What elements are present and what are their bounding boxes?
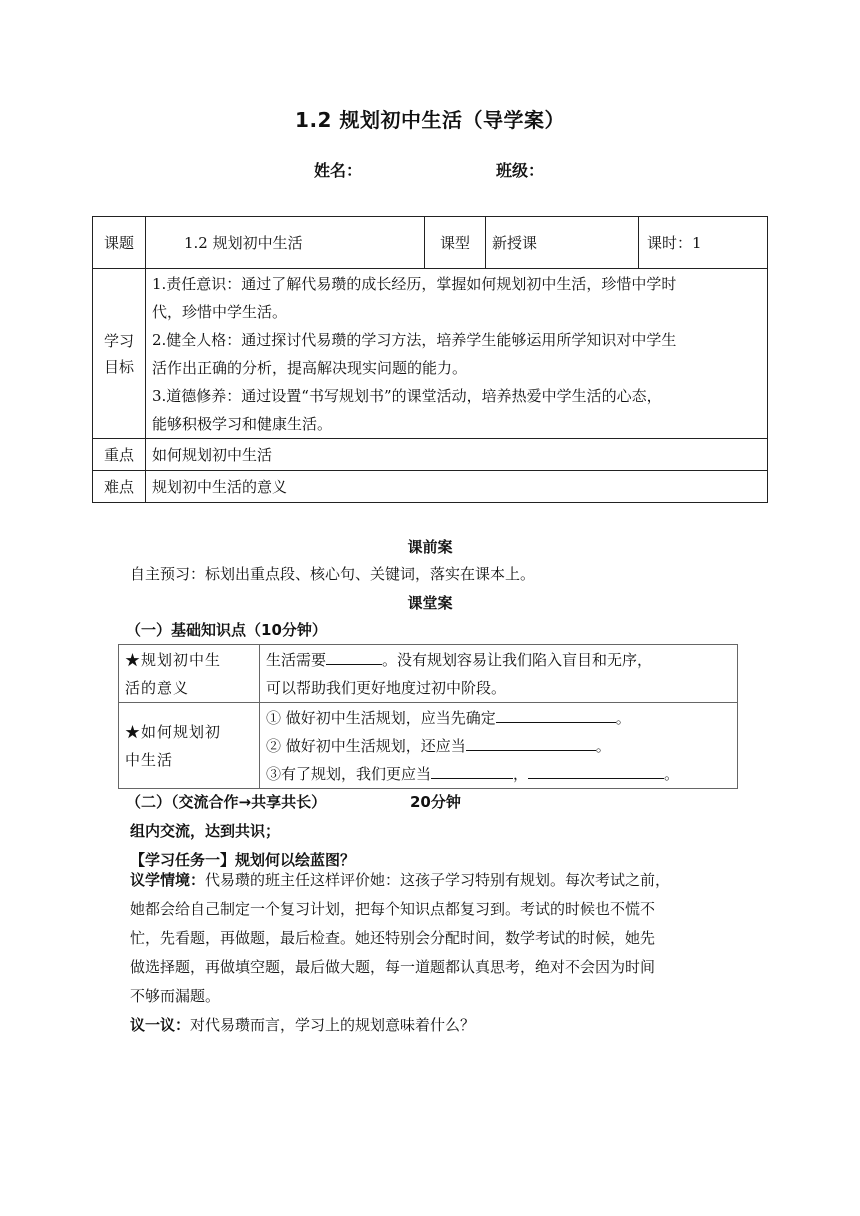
row1-content <box>260 645 738 703</box>
row2-text: ① 做好初中生活规划，应当先确定 <box>266 708 496 727</box>
goal-line: 1.责任意识：通过了解代易瓒的成长经历，掌握如何规划初中生活，珍惜中学时 <box>152 274 677 293</box>
goal-line: 2.健全人格：通过探讨代易瓒的学习方法，培养学生能够运用所学知识对中学生 <box>152 330 677 349</box>
pre-class-text: 自主预习：标划出重点段、核心句、关键词，落实在课本上。 <box>130 565 536 583</box>
fill-blank[interactable] <box>466 736 596 751</box>
period: 。 <box>664 764 680 783</box>
context-line: 做选择题，再做填空题，最后做大题，每一道题都认真思考，绝对不会因为时间 <box>130 958 656 976</box>
comma: ， <box>513 764 529 783</box>
period: 。 <box>615 708 631 727</box>
row2-label <box>119 703 260 789</box>
knowledge-table <box>118 644 738 789</box>
row2-content <box>260 703 738 789</box>
difficulty-row <box>93 471 768 503</box>
hours-value: 课时：1 <box>639 217 768 269</box>
part1-heading: （一）基础知识点（10分钟） <box>126 621 327 639</box>
goals-label <box>93 269 146 439</box>
context-line: 不够而漏题。 <box>130 987 221 1005</box>
type-value: 新授课 <box>486 217 639 269</box>
group-text: 组内交流，达到共识； <box>130 822 281 840</box>
row2-text: ③有了规划，我们更应当 <box>266 764 432 783</box>
goal-line: 活作出正确的分析，提高解决现实问题的能力。 <box>152 358 468 377</box>
part2-heading: （二）（交流合作→共享共长） <box>126 793 327 811</box>
goal-line: 能够积极学习和健康生活。 <box>152 414 333 433</box>
fill-blank[interactable] <box>528 764 664 779</box>
context-paragraph <box>130 866 740 1040</box>
part2-time: 20分钟 <box>410 793 461 811</box>
topic-row <box>93 217 768 269</box>
key-point-label: 重点 <box>93 439 146 471</box>
in-class-heading: 课堂案 <box>407 594 453 612</box>
row2-text: ② 做好初中生活规划，还应当 <box>266 736 466 755</box>
row1-text: 生活需要 <box>266 650 327 669</box>
topic-label: 课题 <box>93 217 146 269</box>
goals-label-line: 学习 <box>103 331 134 350</box>
type-label: 课型 <box>425 217 486 269</box>
difficulty-label: 难点 <box>93 471 146 503</box>
context-line: 她都会给自己制定一个复习计划，把每个知识点都复习到。考试的时候也不慌不 <box>130 900 656 918</box>
class-label: 班级： <box>496 161 545 180</box>
row2-line <box>266 760 731 788</box>
row1-label-line: ★规划初中生 <box>125 650 222 669</box>
context-line <box>130 866 740 895</box>
discuss-line <box>130 1011 740 1040</box>
row1-label <box>119 645 260 703</box>
discuss-label: 议一议： <box>130 1016 191 1034</box>
context-label: 议学情境： <box>130 871 206 889</box>
difficulty-value: 规划初中生活的意义 <box>146 471 768 503</box>
fill-blank[interactable] <box>431 764 513 779</box>
name-label: 姓名： <box>314 161 363 180</box>
context-text: 代易瓒的班主任这样评价她：这孩子学习特别有规划。每次考试之前， <box>205 871 671 889</box>
period: 。 <box>595 736 611 755</box>
key-point-row <box>93 439 768 471</box>
pre-class-heading: 课前案 <box>407 538 453 556</box>
row1-text: 。没有规划容易让我们陷入盲目和无序， <box>382 650 653 669</box>
row1-line <box>266 646 731 674</box>
goal-line: 3.道德修养：通过设置“书写规划书”的课堂活动，培养热爱中学生活的心态， <box>152 386 662 405</box>
task1-heading: 【学习任务一】规划何以绘蓝图？ <box>130 851 356 869</box>
goal-line: 代，珍惜中学生活。 <box>152 302 288 321</box>
row2-label-line: 中生活 <box>125 750 174 769</box>
knowledge-row <box>119 703 738 789</box>
goals-row <box>93 269 768 439</box>
knowledge-row <box>119 645 738 703</box>
goals-label-line: 目标 <box>103 357 134 376</box>
key-point-value: 如何规划初中生活 <box>146 439 768 471</box>
lesson-info-table <box>92 216 768 503</box>
context-line: 忙，先看题，再做题，最后检查。她还特别会分配时间，数学考试的时候，她先 <box>130 929 656 947</box>
discuss-text: 对代易瓒而言，学习上的规划意味着什么？ <box>190 1016 476 1034</box>
row2-line <box>266 732 731 760</box>
topic-value: 1.2 规划初中生活 <box>146 217 425 269</box>
row1-line: 可以帮助我们更好地度过初中阶段。 <box>266 678 507 697</box>
fill-blank[interactable] <box>326 650 382 665</box>
row2-label-line: ★如何规划初 <box>125 722 222 741</box>
page-title: 1.2 规划初中生活（导学案） <box>295 108 565 132</box>
row1-label-line: 活的意义 <box>125 678 190 697</box>
goals-content <box>146 269 768 439</box>
fill-blank[interactable] <box>496 708 616 723</box>
row2-line <box>266 704 731 732</box>
